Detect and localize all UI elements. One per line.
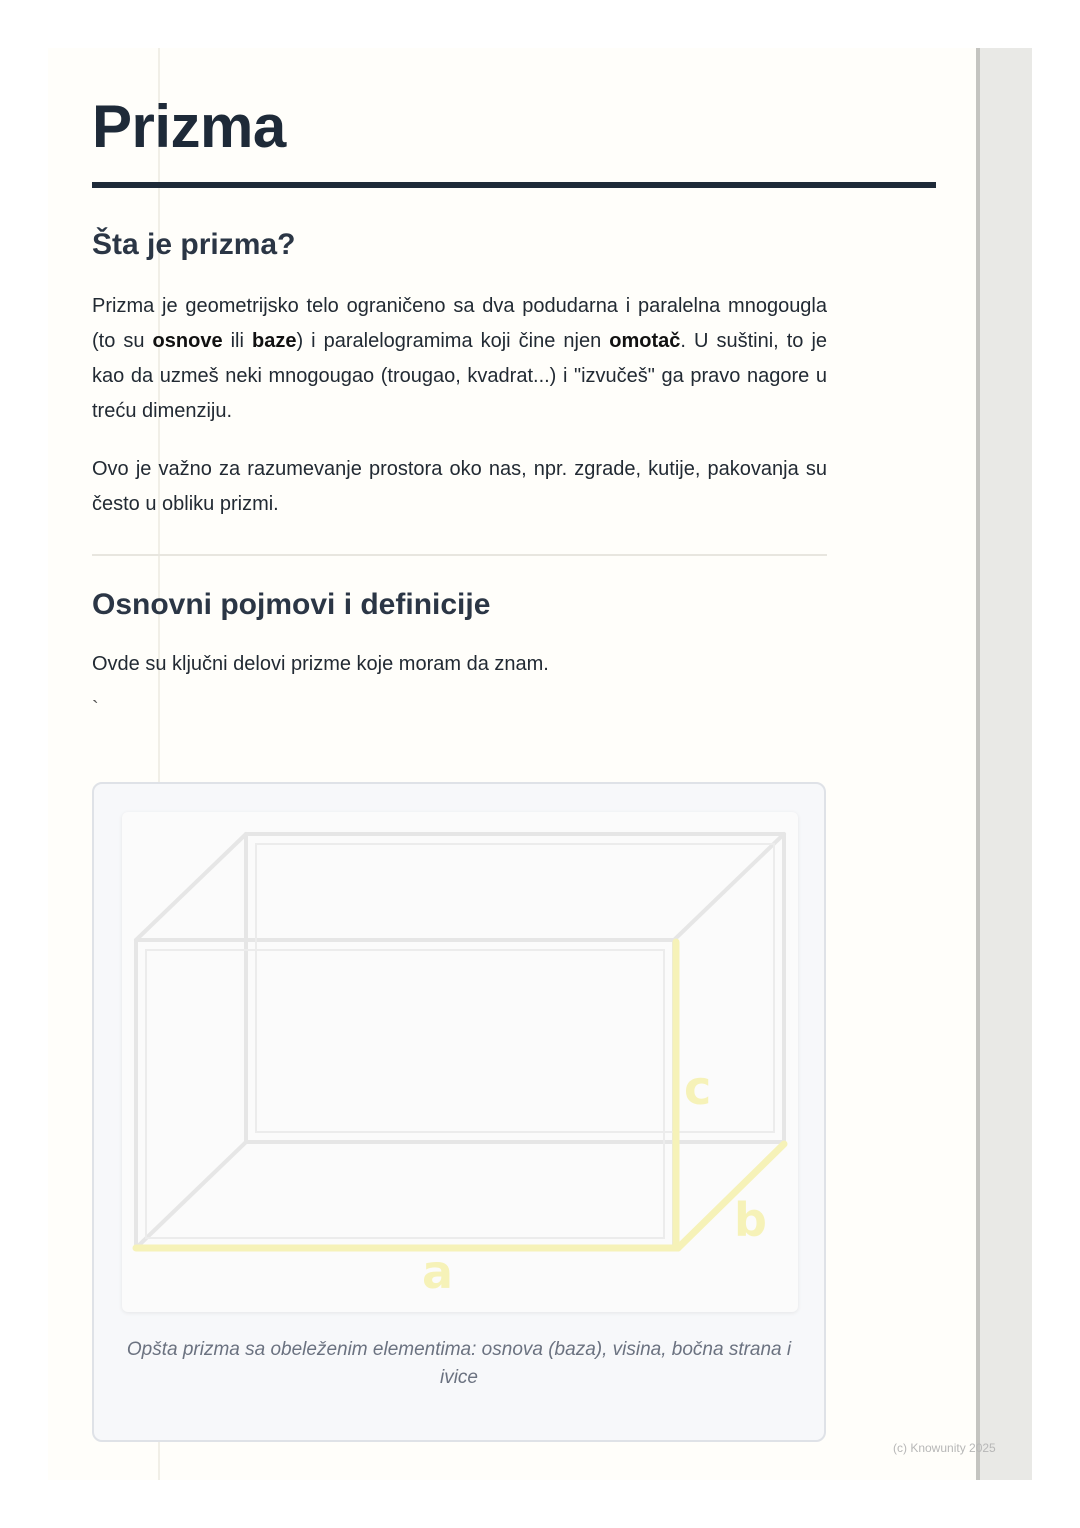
section-heading-basic-terms: Osnovni pojmovi i definicije <box>92 588 491 621</box>
front-face <box>136 940 674 1248</box>
document-page <box>48 48 978 1480</box>
title-underline <box>92 182 936 188</box>
text-span: . U suštini, to je kao da uzmeš neki mnogougao (trougao, kvadrat...) i "izvučeš" ga pravo nagore u treću dimenziju. <box>92 330 828 422</box>
stray-backtick: ` <box>92 698 99 720</box>
edge-top-left <box>136 834 246 940</box>
text-span: Prizma je geometrijsko telo ograničeno sa dva podudarna i paralelna mnogougla (to su <box>92 295 827 352</box>
section-heading-what-is-prism: Šta je prizma? <box>92 228 296 261</box>
edge-b <box>678 1144 784 1248</box>
text-span: ili <box>222 330 252 352</box>
page-side-strip <box>976 48 1032 1480</box>
label-a: a <box>422 1245 454 1299</box>
prism-diagram <box>122 812 798 1312</box>
paragraph-importance: Ovo je važno za razumevanje prostora oko nas, npr. zgrade, kutije, pakovanja su često u obliku prizmi. <box>92 458 827 515</box>
paragraph-definition <box>92 289 827 429</box>
edge-top-right <box>674 834 784 940</box>
figure-card <box>92 782 826 1442</box>
figure-caption: Opšta prizma sa obeleženim elementima: osnova (baza), visina, bočna strana i ivice <box>126 1339 792 1388</box>
prism-illustration <box>122 812 798 1312</box>
term-baze: baze <box>251 330 297 352</box>
edge-bottom-left <box>136 1142 246 1248</box>
paragraph-intro: Ovde su ključni delovi prizme koje moram da znam. <box>92 653 549 675</box>
text-span: ) i paralelogramima koji čine njen <box>296 330 610 352</box>
term-osnove: osnove <box>152 330 223 352</box>
label-c: c <box>684 1061 712 1115</box>
section-divider <box>92 554 827 556</box>
label-b: b <box>734 1193 767 1247</box>
copyright-notice: (c) Knowunity 2025 <box>893 1441 996 1455</box>
term-omotac: omotač <box>609 330 681 352</box>
page-title: Prizma <box>92 93 286 160</box>
